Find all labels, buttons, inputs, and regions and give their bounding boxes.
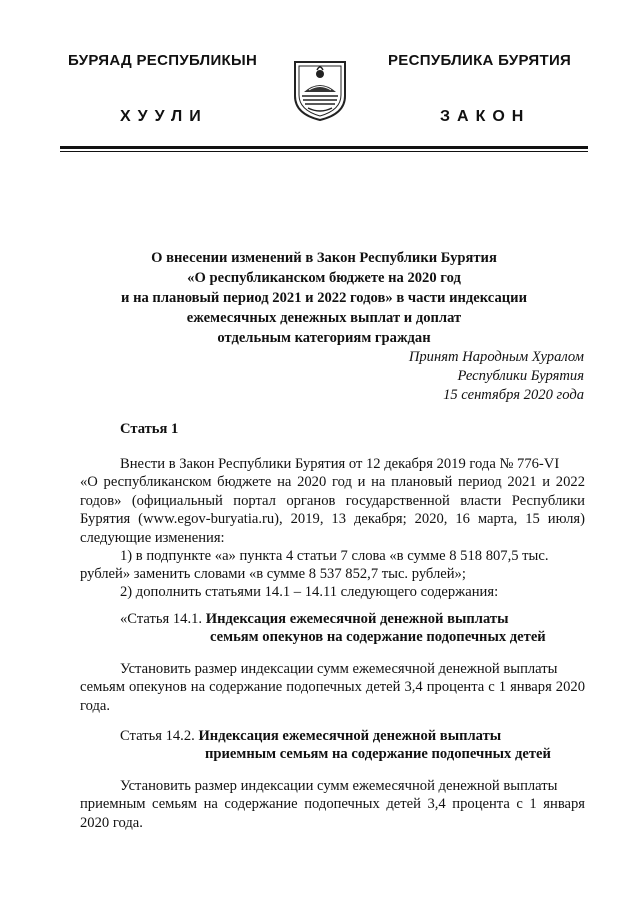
article-1-item-1-first: 1) в подпункте «а» пункта 4 статьи 7 слова «в сумме 8 518 807,5 тыс.: [120, 548, 549, 564]
article-1-item-2: 2) дополнить статьями 14.1 – 14.11 следующего содержания:: [120, 584, 499, 600]
article-14-2-title: Индексация ежемесячной денежной выплаты: [198, 728, 502, 744]
header-left-top: БУРЯАД РЕСПУБЛИКЫН: [68, 52, 258, 69]
article-14-1-title-cont: семьям опекунов на содержание подопечных детей: [210, 629, 546, 645]
adoption-line: Принят Народным Хуралом: [408, 349, 584, 365]
article-1-heading: Статья 1: [120, 421, 179, 437]
header-divider-thick: [60, 146, 588, 149]
adoption-line: Республики Бурятия: [457, 368, 584, 384]
article-14-2-text-rest: приемным семьям на содержание подопечных детей 3,4 процента с 1 января 2020 года.: [80, 796, 585, 831]
title-line: О внесении изменений в Закон Республики Бурятия: [151, 250, 497, 266]
adoption-note: [409, 348, 584, 405]
article-1-intro-rest: «О республиканском бюджете на 2020 год и на плановый период 2021 и 2022 годов» (официальный портал органов государственной власти Республики Бурятия (www.egov-buryatia.ru), 2019, 13 декабря; 2020, 16 марта, 15 июля) следующие изменения:: [80, 474, 585, 546]
header-left-bottom: ХУУЛИ: [120, 108, 208, 125]
article-14-2-prefix: Статья 14.2.: [120, 728, 195, 744]
article-14-2-heading: [120, 727, 501, 746]
article-1-item-1-rest: рублей» заменить словами «в сумме 8 537 852,7 тыс. рублей»;: [80, 566, 466, 582]
article-1-intro-first: Внести в Закон Республики Бурятия от 12 декабря 2019 года № 776-VI: [120, 456, 560, 472]
header-right-bottom: ЗАКОН: [440, 108, 531, 125]
coat-of-arms-icon: [291, 56, 349, 122]
article-14-1-title: Индексация ежемесячной денежной выплаты: [205, 611, 509, 627]
title-line: ежемесячных денежных выплат и доплат: [186, 310, 462, 326]
adoption-date: 15 сентября 2020 года: [443, 387, 584, 403]
title-line: и на плановый период 2021 и 2022 годов» в части индексации: [121, 290, 527, 306]
article-14-1-heading: [120, 610, 508, 629]
article-14-1-text-first: Установить размер индексации сумм ежемесячной денежной выплаты: [120, 661, 558, 677]
header-right-top: РЕСПУБЛИКА БУРЯТИЯ: [388, 52, 572, 69]
title-line: отдельным категориям граждан: [217, 330, 431, 346]
article-14-2-text-first: Установить размер индексации сумм ежемесячной денежной выплаты: [120, 778, 558, 794]
header-divider-thin: [60, 151, 588, 152]
article-14-1-prefix: «Статья 14.1.: [120, 611, 203, 627]
article-14-2-title-cont: приемным семьям на содержание подопечных детей: [205, 746, 551, 762]
article-14-1-text-rest: семьям опекунов на содержание подопечных детей 3,4 процента с 1 января 2020 года.: [80, 679, 585, 714]
title-line: «О республиканском бюджете на 2020 год: [187, 270, 461, 286]
document-title: [60, 248, 588, 348]
